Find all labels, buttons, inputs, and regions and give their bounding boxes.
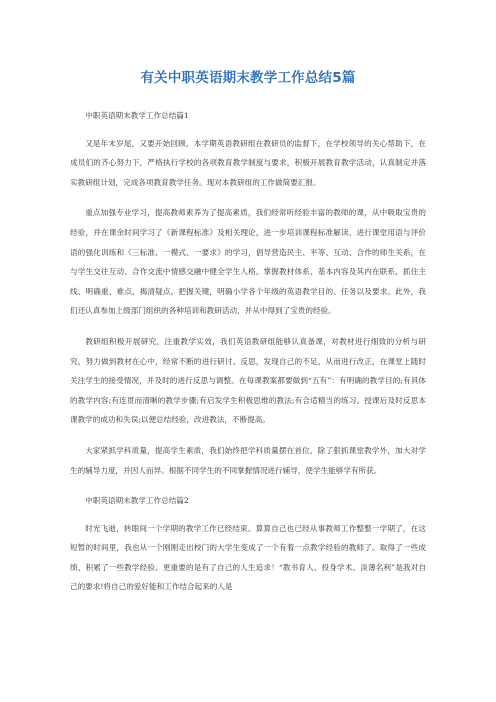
document-body: [70, 106, 426, 608]
document-title: 有关中职英语期末教学工作总结5篇: [140, 70, 356, 86]
paragraph-quality: 大家紧抓学科质量，提高学生素质，我们始终把学科质量摆在首位，除了狠抓课堂教学外，加大对学生的辅导力度，并因人而异。根据不同学生的不同掌握情况进行辅导，使学生能够学有所获。: [70, 445, 426, 475]
paragraph-professional-study: 重点加强专业学习，提高教师素养为了提高素质，我们经常听经验丰富的教师的课，从中吸取宝贵的经验，并在课余时间学习了《新课程标准》及相关理论，进一步培训课程标准解读、进行课堂用语与评价语的强化训练和《三标准、一模式、一要求》的学习，倡导营造民主、平等、互动、合作的师生关系，在与学生交往互动、合作交流中情感交融中健全学生人格。掌握教材体系、基本内容及其内在联系，抓住主线、明确重、难点，揭清疑点，把握关键，明确小学各个年级的英语教学目的、任务以及要求。此外，我们还认真参加上级部门组织的各种培训和教研活动，并从中得到了宝贵的经验。: [70, 208, 426, 316]
paragraph-teaching-research: 教研组积极开展研究，注重教学实效，我们英语教研组能够认真备课，对教材进行细致的分析与研究，努力做到教材在心中，经常不断的进行研讨、反思，发现自己的不足，从而进行改正，在课堂上随时关注学生的接受情况，并及时的进行反思与调整。在每课教案都要做到“五有”：有明确的教学目的;有具体的教学内容;有连贯而清晰的教学步骤;有启发学生积极思维的教法;有合适精当的练习。授课后及时反思本课教学的成功和失误;以便总结经验，改进教法，不断提高。: [70, 336, 426, 425]
paragraph-intro: 又是年末岁尾，又要开始回顾。本学期英语教研组在教研员的监督下，在学校领导的关心帮助下，在成员们的齐心努力下，严格执行学校的各项教育教学制度与要求，积极开展教育教学活动，认真制定并落实教研组计划，完成各项教育教学任务。现对本教研组的工作做简要汇报。: [70, 138, 426, 187]
section-heading-2: 中职英语期末教学工作总结篇2: [85, 496, 189, 506]
section-heading-1: 中职英语期末教学工作总结篇1: [85, 111, 189, 120]
paragraph-semester-review: 时光飞逝，转眼间一个学期的教学工作已经结束。算算自己也已经从事教师工作整整一学期了，在这短暂的时间里，我也从一个刚刚走出校门的大学生变成了一个有着一点教学经验的教师了。取得了一些成绩、积累了一些教学经验、更重要的是有了自己的人生追求！“教书育人、投身学术、淡薄名利”是我对自己的要求!将自己的爱好能和工作结合起来的人是: [70, 523, 426, 592]
